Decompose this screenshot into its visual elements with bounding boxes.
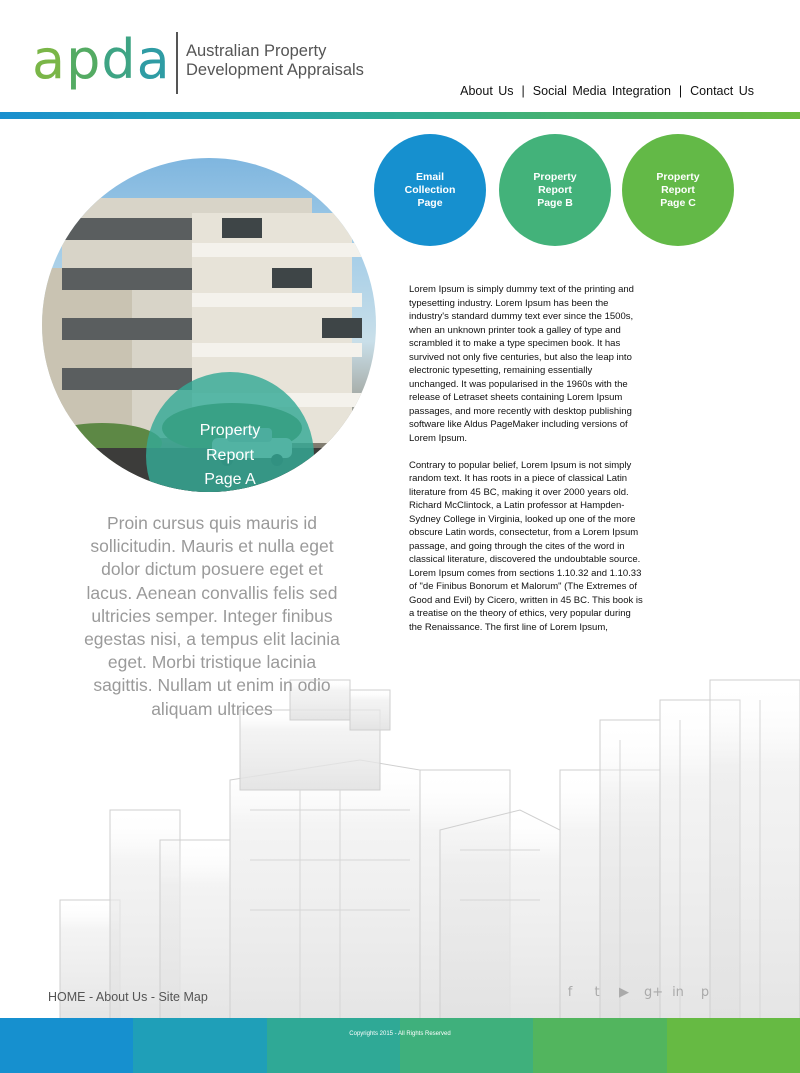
linkedin-icon[interactable]: in [672, 985, 684, 1000]
logo[interactable] [32, 30, 171, 90]
button-label-line: Report [661, 183, 695, 196]
pinterest-icon[interactable]: p [700, 985, 710, 1000]
logo-letter: d [101, 28, 137, 91]
logo-divider [176, 32, 178, 94]
footer-link-home[interactable]: HOME [48, 990, 86, 1004]
footer-bar-segment [400, 1018, 533, 1073]
footer-separator: - [85, 990, 96, 1004]
button-label-line: Email [415, 170, 444, 183]
button-label-line: Property [533, 170, 577, 183]
logo-line-2: Development Appraisals [186, 61, 364, 79]
google-plus-icon[interactable]: g+ [644, 985, 664, 1000]
copyright-text: Copyrights 2015 - All Rights Reserved [349, 1031, 451, 1037]
property-report-page-b-button[interactable] [499, 134, 611, 246]
body-paragraph-2: Contrary to popular belief, Lorem Ipsum is not simply random text. It has roots in a piece of classical Latin literature from 45 BC, making it over 2000 years old. Richard McClintock, a Latin professor at Hampden-Sydney College in Virginia, looked up one of the more obscure Latin words, consectetur, from a Lorem Ipsum passage, and going through the cites of the word in classical literature, discovered the undoubtable source. Lorem Ipsum comes from sections 1.10.32 and 1.10.33 of "de Finibus Bonorum et Malorum" (The Extremes of Good and Evil) by Cicero, written in 45 BC. This book is a treatise on the theory of ethics, very popular during the Renaissance. The first line of Lorem Ipsum, [409, 459, 643, 633]
nav-separator: | [521, 84, 525, 98]
email-collection-page-button[interactable] [374, 134, 486, 246]
logo-wordmark [186, 42, 364, 80]
footer-link-site-map[interactable]: Site Map [158, 990, 208, 1004]
logo-letter: a [136, 28, 171, 91]
logo-letter: p [66, 28, 102, 91]
logo-letter: a [32, 28, 67, 91]
twitter-icon[interactable]: t [594, 985, 600, 1000]
footer-color-bar [0, 1018, 800, 1073]
pull-quote: Proin cursus quis mauris id sollicitudin. Mauris et nulla eget dolor dictum posuere eget et lacus. Aenean convallis felis sed ultricies semper. Integer finibus egestas nisi, a tempus elit lacinia eget. Morbi tristique lacinia sagittis. Nullam ut enim in odio aliquam ultrices [84, 513, 340, 719]
footer-link-about-us[interactable]: About Us [95, 990, 148, 1004]
footer-bar-segment [533, 1018, 666, 1073]
footer-bar-segment [0, 1018, 133, 1073]
footer-bar-segment [667, 1018, 800, 1073]
overlay-label-line: Property [199, 422, 261, 440]
overlay-label-line: Page A [204, 471, 256, 489]
button-label-line: Collection [404, 183, 456, 196]
overlay-label-line: Report [205, 446, 255, 464]
footer-separator: - [147, 990, 159, 1004]
body-paragraph-1: Lorem Ipsum is simply dummy text of the printing and typesetting industry. Lorem Ipsum has been the industry's standard dummy text ever since the 1500s, when an unknown printer took a galley of type and scrambled it to make a type specimen book. It has survived not only five centuries, but also the leap into electronic typesetting, remaining essentially unchanged. It was popularised in the 1960s with the release of Letraset sheets containing Lorem Ipsum passages, and more recently with desktop publishing software like Aldus PageMaker including versions of Lorem Ipsum. [409, 284, 634, 444]
property-report-page-c-button[interactable] [622, 134, 734, 246]
button-label-line: Page B [537, 196, 573, 209]
youtube-icon[interactable]: ▶ [619, 985, 629, 1000]
footer-links [48, 990, 208, 1004]
button-label-line: Page [417, 196, 443, 209]
logo-line-1: Australian Property [186, 42, 327, 60]
hero-building-photo [42, 158, 376, 492]
nav-separator: | [678, 84, 683, 98]
header-gradient-bar [0, 112, 800, 119]
nav-about-us[interactable]: About Us [460, 84, 514, 98]
facebook-icon[interactable]: f [567, 985, 573, 1000]
button-label-line: Report [538, 183, 572, 196]
body-text [409, 283, 643, 648]
nav-social-media-integration[interactable]: Social Media Integration [532, 84, 671, 98]
button-label-line: Page C [660, 196, 696, 209]
top-nav [460, 84, 754, 98]
button-label-line: Property [656, 170, 700, 183]
footer-bar-segment [133, 1018, 266, 1073]
footer-bar-segment [267, 1018, 400, 1073]
header [0, 0, 800, 112]
social-icons [563, 984, 712, 1001]
nav-contact-us[interactable]: Contact Us [690, 84, 754, 98]
